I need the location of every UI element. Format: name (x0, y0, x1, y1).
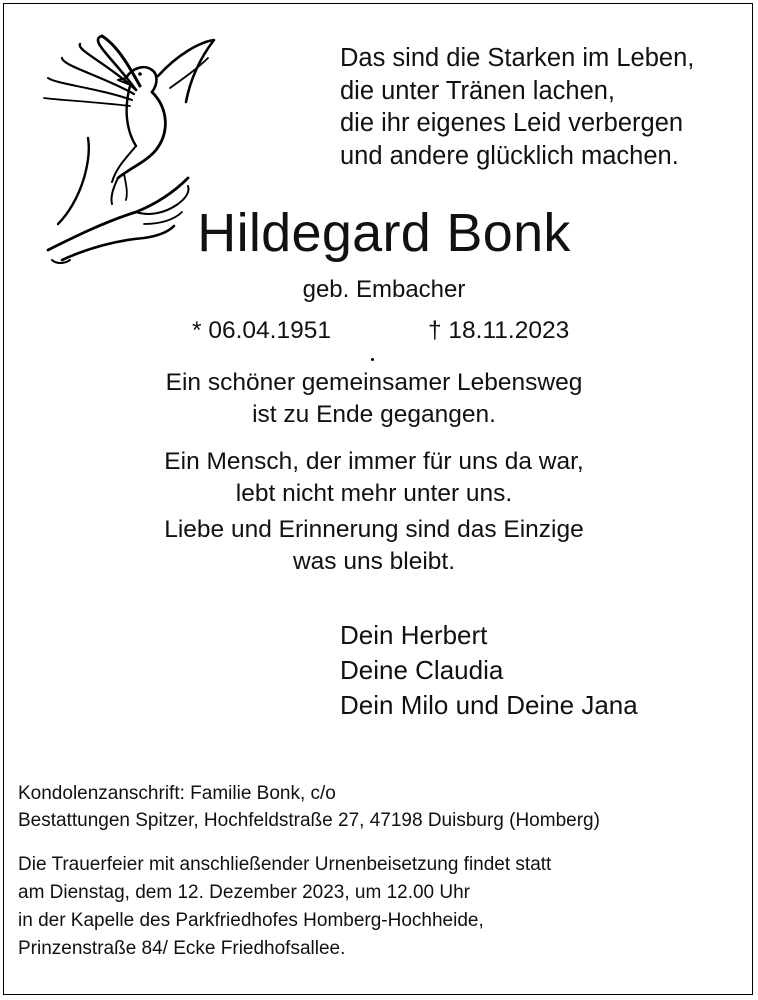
verse-line: ist zu Ende gegangen. (252, 400, 496, 428)
verse-line: was uns bleibt. (292, 547, 456, 575)
death-date: † 18.11.2023 (428, 317, 570, 344)
birth-date: * 06.04.1951 (192, 317, 331, 344)
condolence-address (18, 780, 600, 834)
deceased-name: Hildegard Bonk (197, 203, 571, 263)
verse-1 (0, 367, 758, 430)
poem (340, 42, 740, 172)
verse-3 (0, 514, 758, 577)
funeral-details (18, 851, 551, 963)
condolence-line: Kondolenzanschrift: Familie Bonk, c/o (18, 783, 336, 804)
family-signatures (340, 618, 638, 723)
poem-line: und andere glücklich machen. (340, 141, 679, 170)
signature-line: Deine Claudia (340, 655, 504, 685)
funeral-line: am Dienstag, dem 12. Dezember 2023, um 12.00 Uhr (18, 882, 471, 903)
funeral-line: Die Trauerfeier mit anschließender Urnenbeisetzung findet statt (18, 854, 552, 875)
condolence-line: Bestattungen Spitzer, Hochfeldstraße 27, 47198 Duisburg (Homberg) (18, 810, 600, 831)
poem-line: die unter Tränen lachen, (340, 76, 616, 105)
funeral-line: Prinzenstraße 84/ Ecke Friedhofsallee. (18, 938, 346, 959)
verse-line: Ein schöner gemeinsamer Lebensweg (165, 369, 583, 396)
poem-line: die ihr eigenes Leid verbergen (340, 109, 684, 137)
funeral-line: in der Kapelle des Parkfriedhofes Homberg-Hochheide, (18, 910, 484, 931)
decorative-dot (371, 358, 374, 361)
signature-line: Dein Herbert (340, 620, 488, 650)
birth-name: geb. Embacher (302, 276, 466, 303)
poem-line: Das sind die Starken im Leben, (340, 44, 695, 72)
verse-line: Liebe und Erinnerung sind das Einzige (164, 516, 584, 543)
verse-2 (0, 446, 758, 509)
signature-line: Dein Milo und Deine Jana (340, 690, 638, 720)
verse-line: lebt nicht mehr unter uns. (235, 479, 513, 507)
verse-line: Ein Mensch, der immer für uns da war, (164, 448, 584, 475)
